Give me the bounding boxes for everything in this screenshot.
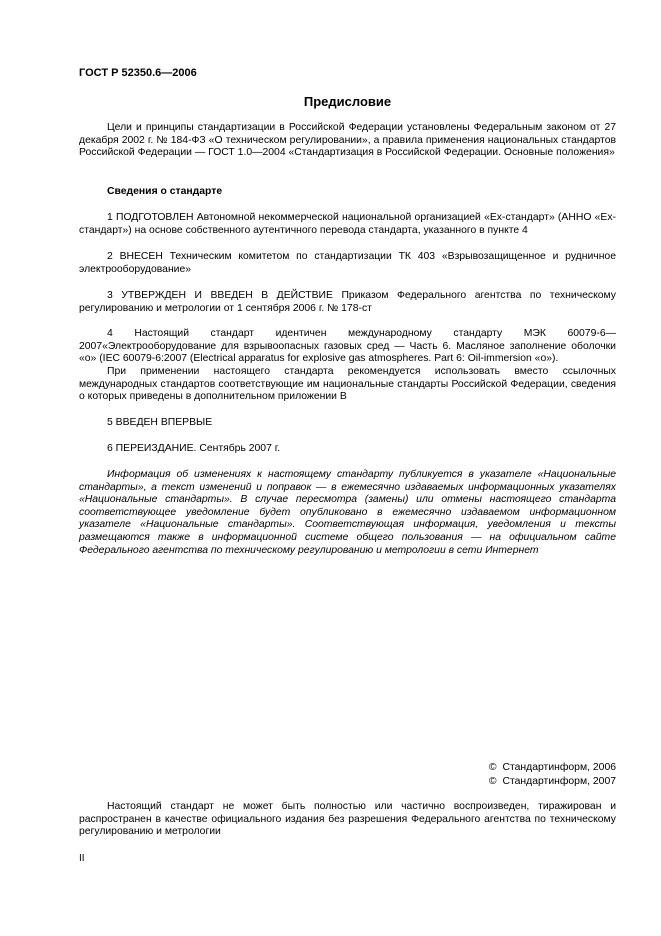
item-1-paragraph: 1 ПОДГОТОВЛЕН Автономной некоммерческой национальной организацией «Ех-стандарт» (АННО «Ех-стандарт») на основе собственного аутентичного перевода стандарта, указанного в пункте 4 <box>79 212 616 236</box>
copyright-text: Стандартинформ, 2006 <box>502 762 616 773</box>
reproduction-notice: Настоящий стандарт не может быть полностью или частично воспроизведен, тиражирован и распространен в качестве официального издания без разрешения Федерального агентства по техническому регулированию и метрологии <box>79 801 616 838</box>
copyright-symbol: © <box>488 762 497 773</box>
info-heading: Сведения о стандарте <box>107 186 223 197</box>
changes-info-paragraph: Информация об изменениях к настоящему стандарту публикуется в указателе «Национальные стандарты», а текст изменений и поправок — в ежемесячно издаваемых информационных указателях «Национальные стандарты». В случае пересмотра (замены) или отмены настоящего стандарта соответствующее уведомление будет опубликовано в ежемесячно издаваемом информационном указателе «Национальные стандарты». Соответствующая информация, уведомления и тексты размещаются также в информационной системе общего пользования — на официальном сайте Федерального агентства по техническому регулированию и метрологии в сети Интернет <box>79 469 616 556</box>
copyright-line-2 <box>489 776 616 789</box>
item-4-note-paragraph: При применении настоящего стандарта рекомендуется использовать вместо ссылочных международных стандартов соответствующие им национальные стандарты Российской Федерации, сведения о которых приведены в дополнительном приложении В <box>79 366 616 403</box>
item-6-paragraph: 6 ПЕРЕИЗДАНИЕ. Сентябрь 2007 г. <box>107 443 281 454</box>
item-3-paragraph: 3 УТВЕРЖДЕН И ВВЕДЕН В ДЕЙСТВИЕ Приказом Федерального агентства по техническому регулированию и метрологии от 1 сентября 2006 г. № 178-ст <box>79 290 616 314</box>
copyright-line-1 <box>489 762 616 775</box>
copyright-text: Стандартинформ, 2007 <box>502 776 616 787</box>
document-code: ГОСТ Р 52350.6—2006 <box>79 67 197 79</box>
item-5-paragraph: 5 ВВЕДЕН ВПЕРВЫЕ <box>107 417 213 428</box>
item-2-paragraph: 2 ВНЕСЕН Техническим комитетом по стандартизации ТК 403 «Взрывозащищенное и рудничное электрооборудование» <box>79 251 616 275</box>
item-4-paragraph: 4 Настоящий стандарт идентичен международному стандарту МЭК 60079-6—2007«Электрооборудование для взрывоопасных газовых сред — Часть 6. Масляное заполнение оболочки «о» (IEC 60079-6:2007 (Electrical apparatus for explosive gas atmospheres. Part 6: Oil-immersion «о»). <box>79 328 616 365</box>
page-number: II <box>79 853 85 864</box>
intro-paragraph: Цели и принципы стандартизации в Российской Федерации установлены Федеральным законом от 27 декабря 2002 г. № 184-ФЗ «О техническом регулировании», а правила применения национальных стандартов Российской Федерации — ГОСТ 1.0—2004 «Стандартизация в Российской Федерации. Основные положения» <box>79 122 616 159</box>
page-title: Предисловие <box>303 94 392 109</box>
copyright-symbol: © <box>488 776 497 787</box>
